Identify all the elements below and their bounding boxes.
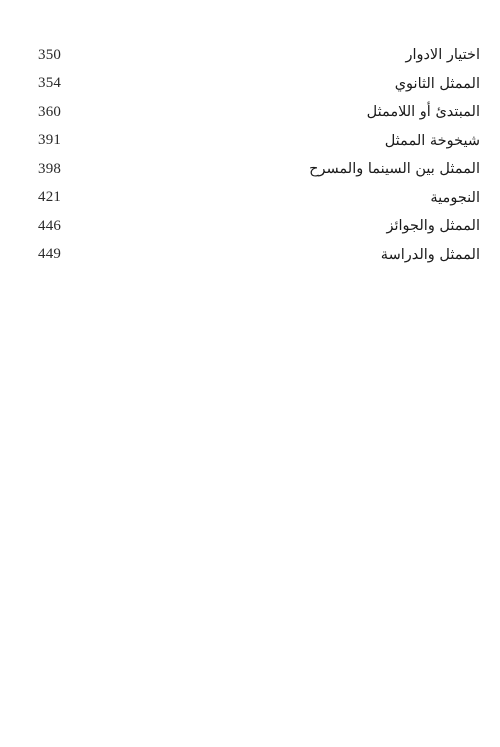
- toc-entry: [38, 127, 480, 156]
- toc-entry-title: الممثل والدراسة: [380, 246, 480, 263]
- toc-entry-title: الممثل والجوائز: [386, 218, 480, 235]
- toc-page-number: 398: [38, 160, 62, 177]
- toc-page-number: 350: [38, 46, 62, 63]
- toc-page-number: 360: [38, 103, 62, 120]
- toc-page-number: 354: [38, 75, 62, 92]
- toc-entry: [38, 241, 480, 270]
- toc-page-number: 391: [38, 132, 62, 149]
- toc-entry: [38, 41, 480, 70]
- toc-entry-title: الممثل الثانوي: [394, 75, 480, 92]
- toc-entry: [38, 70, 480, 99]
- toc-page-number: 446: [38, 217, 62, 234]
- toc-entry-title: اختيار الادوار: [405, 47, 480, 64]
- table-of-contents: [38, 41, 480, 269]
- toc-entry: [38, 155, 480, 184]
- toc-entry-title: شيخوخة الممثل: [384, 132, 480, 149]
- toc-entry-title: النجومية: [430, 189, 480, 206]
- toc-entry-title: المبتدئ أو اللاممثل: [366, 104, 480, 121]
- toc-entry: [38, 212, 480, 241]
- toc-page-number: 449: [38, 246, 62, 263]
- toc-entry: [38, 184, 480, 213]
- toc-entry: [38, 98, 480, 127]
- toc-entry-title: الممثل بين السينما والمسرح: [309, 161, 480, 178]
- toc-page-number: 421: [38, 189, 62, 206]
